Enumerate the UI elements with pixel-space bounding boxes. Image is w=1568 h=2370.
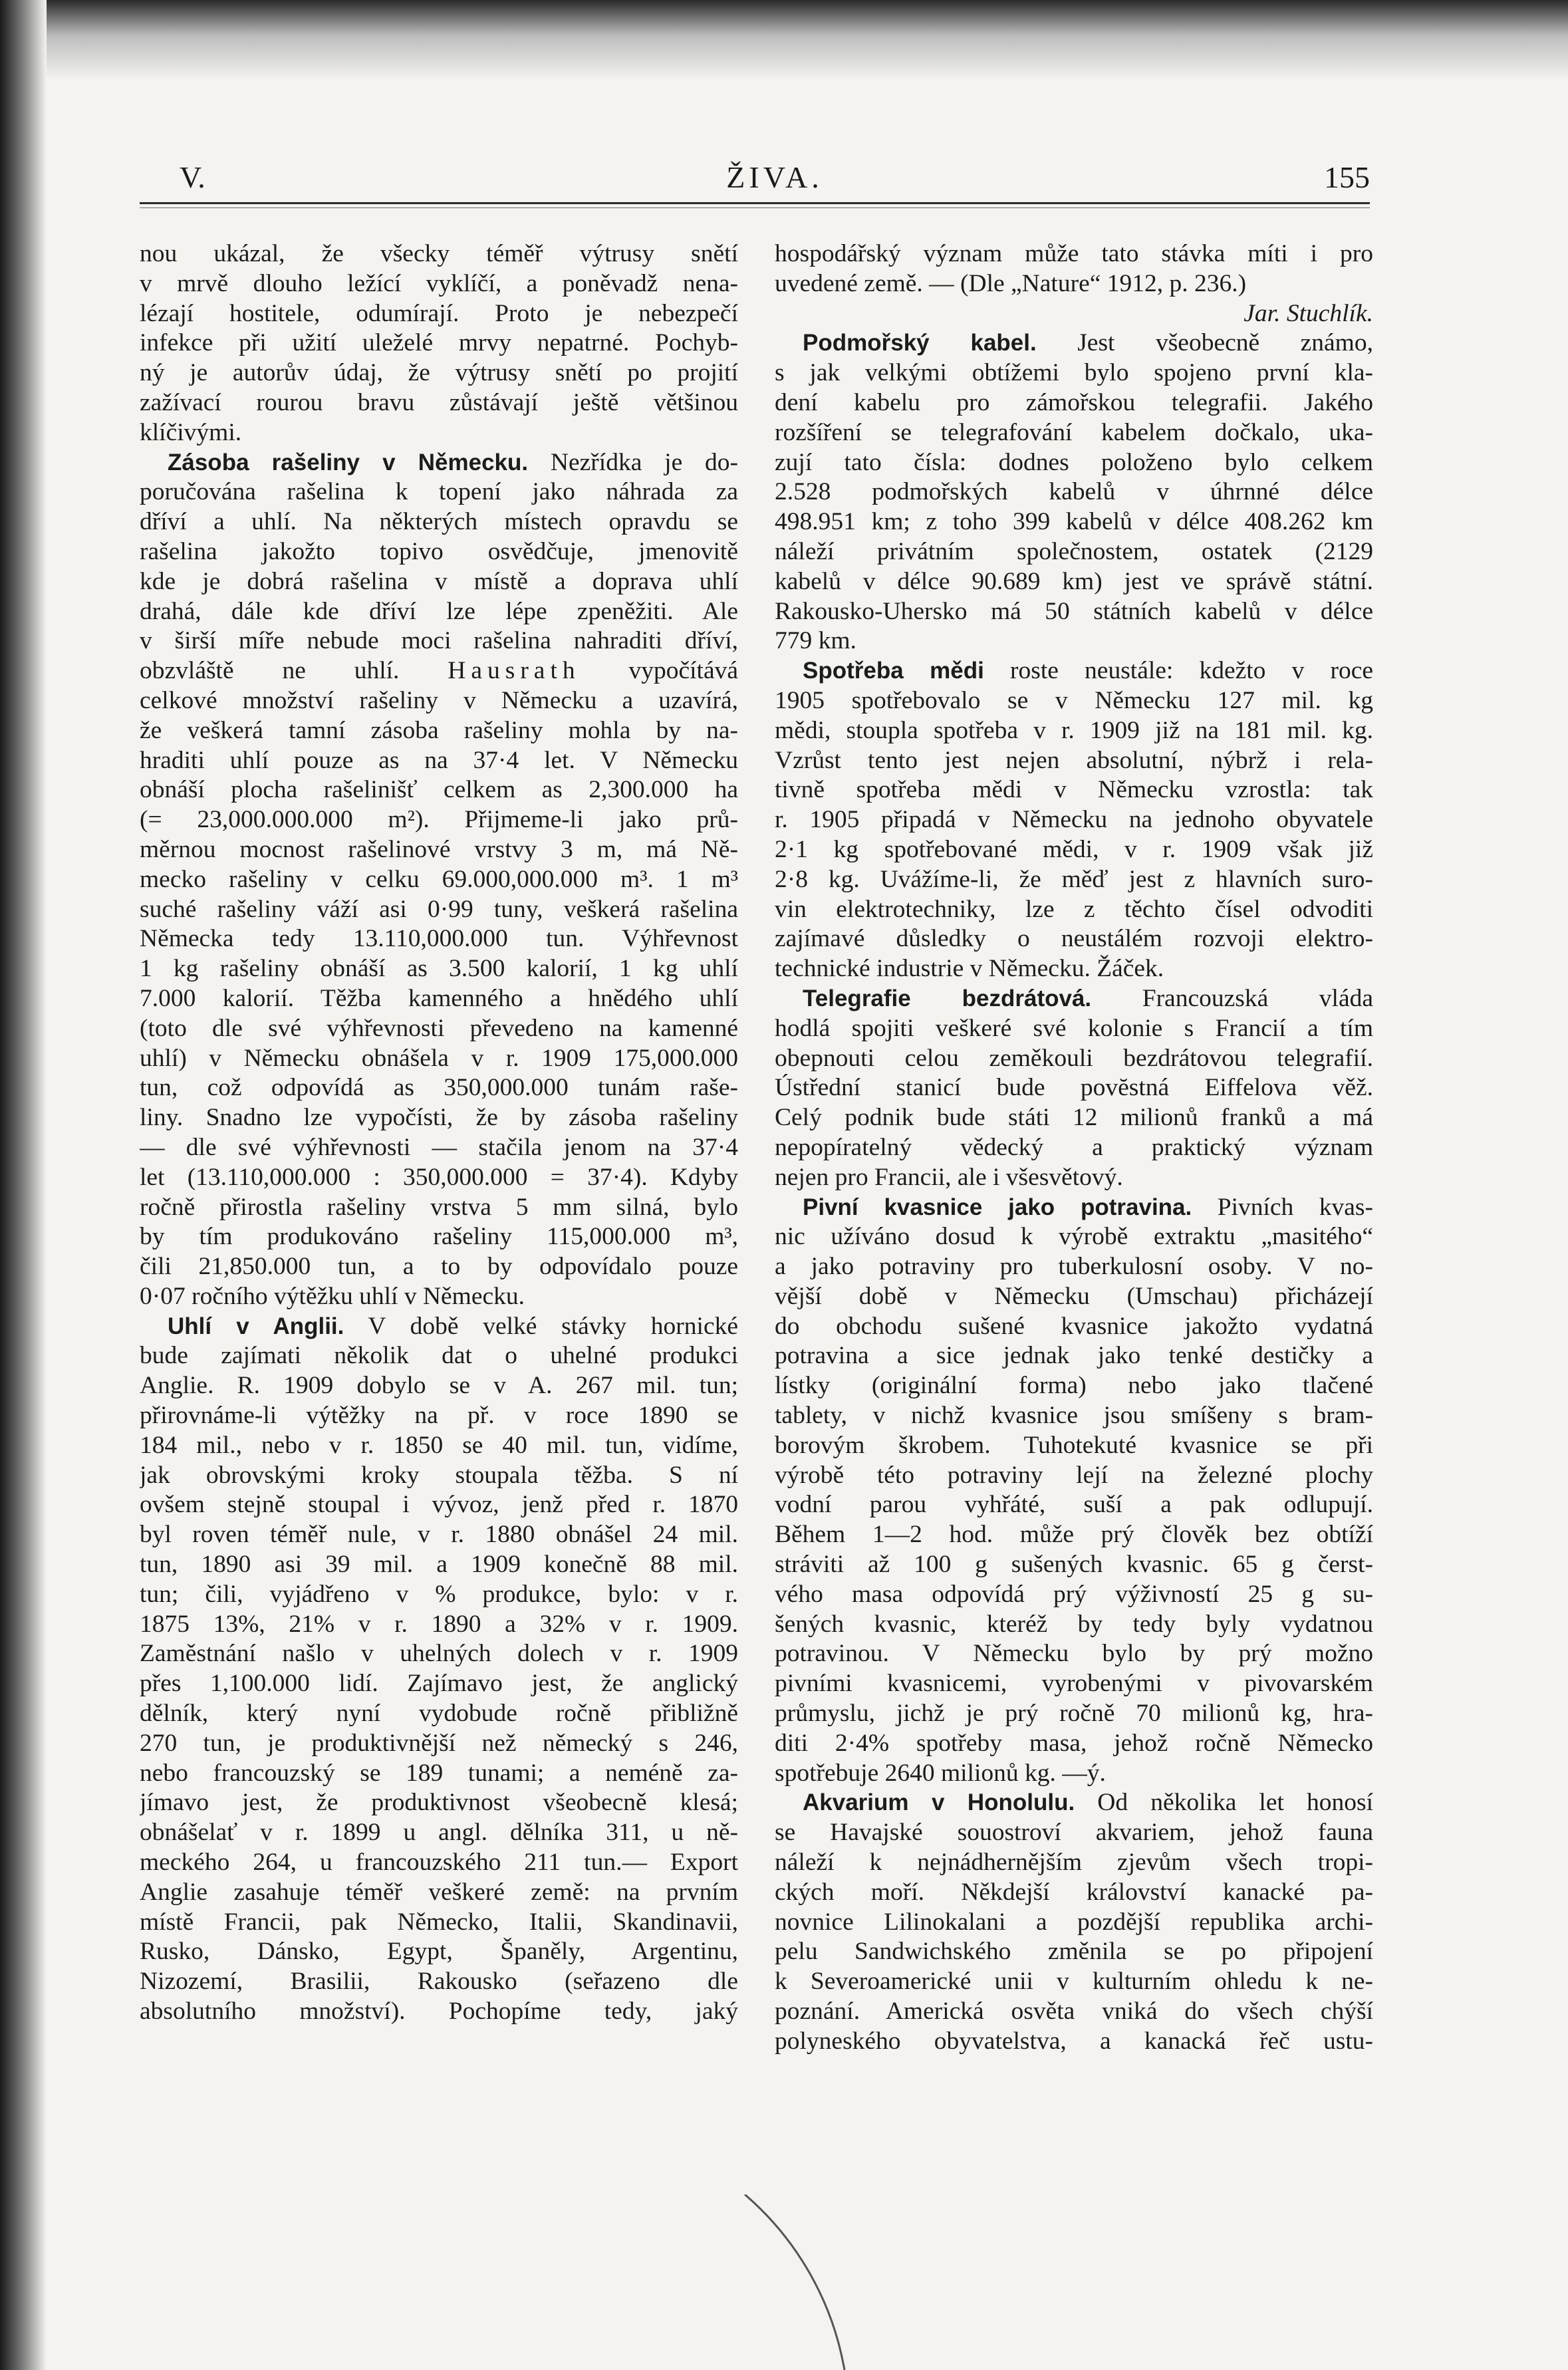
text-line [775, 299, 1373, 329]
text-line [775, 1222, 1373, 1252]
text-run: Pivních kvas- [1192, 1193, 1373, 1221]
text-line [140, 775, 738, 805]
text-line [140, 1341, 738, 1371]
text-run: poznání. Americká osvěta vniká do všech chýší [775, 1998, 1373, 2026]
text-run: Anglie. R. 1909 dobylo se v A. 267 mil. tun; [140, 1372, 738, 1400]
paper-fold-mark [731, 2194, 878, 2370]
text-line [140, 597, 738, 627]
text-run: lézají hostitele, odumírají. Proto je nebezpečí [140, 299, 738, 327]
text-run: vější době v Německu (Umschau) přicházejí [775, 1282, 1373, 1310]
text-line [775, 895, 1373, 925]
text-line [775, 1818, 1373, 1848]
journal-title: ŽIVA. [726, 160, 823, 194]
text-line [775, 1967, 1373, 1997]
text-run: dříví a uhlí. Na některých místech opravdu se [140, 508, 738, 536]
section-heading-line [775, 329, 1373, 358]
text-line [775, 1759, 1373, 1789]
text-run: absolutního množství). Pochopíme tedy, jaký [140, 1998, 738, 2026]
section-heading: Pivní kvasnice jako potravina. [803, 1194, 1192, 1220]
text-run: technické industrie v Německu. Žáček. [775, 955, 1164, 983]
text-run: zažívací rourou bravu zůstávají ještě většinou [140, 388, 738, 416]
text-run: náleží k nejnádhernějším zjevům všech tropi- [775, 1849, 1373, 1877]
text-line [140, 1908, 738, 1938]
text-line [775, 626, 1373, 656]
text-line [775, 865, 1373, 895]
text-line [140, 924, 738, 954]
text-line [775, 1610, 1373, 1640]
text-line [775, 1312, 1373, 1342]
text-run: stráviti až 100 g sušených kvasnic. 65 g čerst- [775, 1551, 1373, 1579]
text-line [140, 388, 738, 418]
text-run: infekce při užití uleželé mrvy nepatrné. Pochyb- [140, 329, 738, 357]
text-run: šených kvasnic, kteréž by tedy byly vydatnou [775, 1610, 1373, 1638]
text-line [140, 865, 738, 895]
text-run: mecko rašeliny v celku 69.000,000.000 m³. 1 m³ [140, 865, 738, 893]
text-line [775, 1133, 1373, 1163]
text-line [775, 1401, 1373, 1431]
text-line [140, 1788, 738, 1818]
header-rule [140, 202, 1370, 204]
text-line [140, 1014, 738, 1044]
text-run: rašelina jakožto topivo osvědčuje, jmenovitě [140, 537, 738, 565]
text-run: Celý podnik bude státi 12 milionů franků a má [775, 1104, 1373, 1132]
text-run: jak obrovskými kroky stoupala těžba. S ní [140, 1461, 738, 1489]
text-line [775, 1639, 1373, 1669]
text-run: hodlá spojiti veškeré své kolonie s Francií a tím [775, 1014, 1373, 1042]
text-line [775, 1520, 1373, 1550]
text-run: Zaměstnání našlo v uhelných dolech v r. 1909 [140, 1640, 738, 1668]
section-heading-line [140, 448, 738, 478]
text-run: hospodářský význam může tato stávka míti i pro [775, 240, 1373, 267]
text-run: přirovnáme-li výtěžky na př. v roce 1890 se [140, 1402, 738, 1430]
text-run: vodní parou vyhřáté, suší a pak odlupují. [775, 1491, 1373, 1519]
text-line [140, 239, 738, 269]
text-run: Jest všeobecně známo, [1036, 329, 1373, 357]
text-line [775, 1490, 1373, 1520]
text-line [775, 388, 1373, 418]
text-run: r. 1905 připadá v Německu na jednoho obyvatele [775, 806, 1373, 834]
text-line [775, 1580, 1373, 1610]
text-run: V době velké stávky hornické [344, 1312, 738, 1340]
text-line [775, 1729, 1373, 1759]
text-line [775, 1103, 1373, 1133]
text-line [775, 1282, 1373, 1312]
text-run: Německa tedy 13.110,000.000 tun. Výhřevnost [140, 925, 738, 953]
text-run: nejen pro Francii, ale i všesvětový. [775, 1163, 1123, 1191]
text-line [775, 1550, 1373, 1580]
text-line [140, 1759, 738, 1789]
text-run: v širší míře nebude moci rašelina nahraditi dříví, [140, 627, 738, 655]
text-line [140, 299, 738, 329]
text-run: 498.951 km; z toho 399 kabelů v délce 408.262 km [775, 508, 1373, 536]
text-run: obzvláště ne uhlí. [140, 657, 448, 685]
text-run: obnáší plocha rašelinišť celkem as 2,300.000 ha [140, 776, 738, 804]
text-line [775, 1252, 1373, 1282]
text-line [775, 1878, 1373, 1908]
text-run: čili 21,850.000 tun, a to by odpovídalo pouze [140, 1253, 738, 1281]
text-run: 7.000 kalorií. Těžba kamenného a hnědého uhlí [140, 984, 738, 1012]
text-run: 1 kg rašeliny obnáší as 3.500 kalorií, 1 kg uhlí [140, 955, 738, 983]
text-line [775, 1937, 1373, 1967]
text-line [775, 269, 1373, 299]
text-line [140, 1103, 738, 1133]
scan-binding-shadow [0, 0, 47, 2370]
section-heading: Akvarium v Honolulu. [803, 1789, 1075, 1816]
text-line [775, 448, 1373, 478]
text-line [140, 1967, 738, 1997]
text-run: výrobě této potraviny lejí na železné plochy [775, 1461, 1373, 1489]
text-run: (= 23,000.000.000 m²). Přijmeme-li jako prů- [140, 806, 738, 834]
text-run: tun, 1890 asi 39 mil. a 1909 konečně 88 mil. [140, 1551, 738, 1579]
right-column [775, 239, 1373, 2327]
text-line [140, 1818, 738, 1848]
text-line [775, 775, 1373, 805]
text-run: Nizozemí, Brasilii, Rakousko (seřazeno dle [140, 1968, 738, 1996]
text-run: Nezřídka je do- [528, 448, 738, 476]
text-run: se Havajské souostroví akvariem, jehož fauna [775, 1819, 1373, 1847]
text-line [775, 1699, 1373, 1729]
text-line [140, 1133, 738, 1163]
text-run: borovým škrobem. Tuhotekuté kvasnice se při [775, 1431, 1373, 1459]
text-run: kde je dobrá rašelina v místě a doprava uhlí [140, 567, 738, 595]
text-line [775, 1163, 1373, 1193]
text-run: celkové množství rašeliny v Německu a uzavírá, [140, 686, 738, 714]
text-run: poručována rašelina k topení jako náhrada za [140, 478, 738, 506]
text-run: Jar. Stuchlík. [1243, 299, 1373, 327]
text-line [775, 1431, 1373, 1461]
text-run: zují tato čísla: dodnes položeno bylo celkem [775, 448, 1373, 476]
text-run: 1875 13%, 21% v r. 1890 a 32% v r. 1909. [140, 1610, 738, 1638]
text-line [140, 1222, 738, 1252]
text-run: ckých moří. Někdejší království kanacké pa- [775, 1878, 1373, 1906]
text-line [775, 418, 1373, 448]
text-line [140, 626, 738, 656]
text-line [140, 1282, 738, 1312]
text-line [775, 1014, 1373, 1044]
text-run: v mrvě dlouho ležící vyklíčí, a poněvadž nena- [140, 269, 738, 297]
text-run: vého masa odpovídá prý výživností 25 g su- [775, 1580, 1373, 1608]
text-line [140, 805, 738, 835]
text-line [775, 686, 1373, 716]
text-run: ročně přirostla rašeliny vrstva 5 mm silná, bylo [140, 1193, 738, 1221]
text-line [140, 1639, 738, 1669]
text-line [140, 1937, 738, 1967]
section-heading: Uhlí v Anglii. [168, 1313, 344, 1339]
text-run: přes 1,100.000 lidí. Zajímavo jest, že anglický [140, 1670, 738, 1698]
text-run: suché rašeliny váží asi 0·99 tuny, veškerá rašelina [140, 895, 738, 923]
text-run: hraditi uhlí pouze as na 37·4 let. V Německu [140, 746, 738, 774]
text-line [140, 716, 738, 746]
text-run: tun, což odpovídá as 350,000.000 tunám raše- [140, 1074, 738, 1102]
text-run: vypočítává [580, 657, 738, 685]
section-heading-line [775, 1788, 1373, 1818]
section-heading-line [775, 984, 1373, 1014]
text-run: náleží privátním společnostem, ostatek (2129 [775, 537, 1373, 565]
text-line [140, 1848, 738, 1878]
text-run: 270 tun, je produktivnější než německý s 246, [140, 1729, 738, 1757]
text-line [140, 507, 738, 537]
text-run: potravinou. V Německu bylo by prý možno [775, 1640, 1373, 1668]
text-run: novnice Lilinokalani a pozdější republika archi- [775, 1908, 1373, 1936]
header-rule-thin [140, 207, 1370, 208]
text-run: Rusko, Dánsko, Egypt, Španěly, Argentinu, [140, 1938, 738, 1966]
text-run: k Severoamerické unii v kulturním ohledu k ne- [775, 1968, 1373, 1996]
text-run: pelu Sandwichského změnila se po připojení [775, 1938, 1373, 1966]
text-line [140, 656, 738, 686]
text-line [775, 746, 1373, 776]
text-run: mědi, stoupla spotřeba v r. 1909 již na 181 mil. kg. [775, 716, 1373, 744]
text-run: tivně spotřeba mědi v Německu vzrostla: tak [775, 776, 1373, 804]
text-line [140, 1490, 738, 1520]
scan-top-shadow [0, 0, 1568, 80]
text-run: nou ukázal, že všecky téměř výtrusy snětí [140, 240, 738, 267]
text-run: uhlí) v Německu obnášela v r. 1909 175,000.000 [140, 1044, 738, 1072]
text-run: Francouzská vláda [1091, 984, 1373, 1012]
text-run: polyneského obyvatelstva, a kanacká řeč ustu- [775, 2027, 1373, 2055]
text-line [775, 358, 1373, 388]
text-line [140, 1878, 738, 1908]
text-line [140, 686, 738, 716]
text-line [140, 895, 738, 925]
page-number: 155 [1324, 160, 1370, 194]
text-run: roste neustále: kdežto v roce [983, 657, 1373, 685]
text-line [140, 1431, 738, 1461]
text-run: uvedené země. — (Dle „Nature“ 1912, p. 236.) [775, 269, 1247, 297]
text-run: tablety, v nichž kvasnice jsou smíšeny s bram- [775, 1402, 1373, 1430]
text-run: nepopíratelný vědecký a praktický význam [775, 1133, 1373, 1161]
text-run: spotřebuje 2640 milionů kg. —ý. [775, 1759, 1106, 1787]
text-run: 2.528 podmořských kabelů v úhrnné délce [775, 478, 1373, 506]
text-line [140, 1520, 738, 1550]
text-line [140, 567, 738, 597]
text-run: 1905 spotřebovalo se v Německu 127 mil. kg [775, 686, 1373, 714]
text-line [140, 269, 738, 299]
text-run: drahá, dále kde dříví lze lépe zpeněžiti. Ale [140, 597, 738, 625]
text-line [140, 358, 738, 388]
text-run: 2·1 kg spotřebované mědi, v r. 1909 však již [775, 835, 1373, 863]
text-run: liny. Snadno lze vypočísti, že by zásoba rašeliny [140, 1104, 738, 1132]
text-run: do obchodu sušené kvasnice jakožto vydatná [775, 1312, 1373, 1340]
text-run: Ústřední stanicí bude povĕstná Eiffelova věž. [775, 1074, 1373, 1102]
text-line [775, 835, 1373, 865]
running-head [180, 160, 1370, 206]
section-heading: Telegrafie bezdrátová. [803, 985, 1092, 1011]
text-line [775, 954, 1373, 984]
left-column [140, 239, 738, 2327]
section-heading: Podmořský kabel. [803, 330, 1037, 356]
text-line [140, 1371, 738, 1401]
text-run: obepnouti celou zeměkouli bezdrátovou telegrafií. [775, 1044, 1373, 1072]
spaced-author-name: Hausrath [448, 657, 581, 685]
text-line [140, 1729, 738, 1759]
text-line [775, 567, 1373, 597]
text-line [140, 954, 738, 984]
text-line [140, 746, 738, 776]
text-line [775, 1848, 1373, 1878]
text-line [775, 1997, 1373, 2027]
text-line [775, 477, 1373, 507]
text-line [140, 984, 738, 1014]
text-run: lístky (originální forma) nebo jako tlačené [775, 1372, 1373, 1400]
text-line [140, 1461, 738, 1491]
text-line [140, 1610, 738, 1640]
text-line [775, 239, 1373, 269]
text-line [140, 835, 738, 865]
text-run: dení kabelu pro zámořskou telegrafii. Jakého [775, 388, 1373, 416]
text-line [140, 1044, 738, 1074]
text-run: rozšíření se telegrafování kabelem dočkalo, uka- [775, 418, 1373, 446]
text-run: nebo francouzský se 189 tunami; a neméně za- [140, 1759, 738, 1787]
text-line [775, 805, 1373, 835]
text-line [140, 1669, 738, 1699]
text-run: Během 1—2 hod. může prý člověk bez obtíží [775, 1521, 1373, 1549]
text-run: bude zajímati několik dat o uhelné produkci [140, 1342, 738, 1370]
text-line [775, 597, 1373, 627]
text-line [775, 1044, 1373, 1074]
text-line [775, 924, 1373, 954]
text-line [140, 1550, 738, 1580]
text-run: byl roven téměř nule, v r. 1880 obnášel 24 mil. [140, 1521, 738, 1549]
text-run: Od několika let honosí [1075, 1789, 1373, 1817]
text-line [140, 1193, 738, 1223]
text-line [775, 1073, 1373, 1103]
text-run: let (13.110,000.000 : 350,000.000 = 37·4). Kdyby [140, 1163, 738, 1191]
text-line [140, 329, 738, 358]
text-line [140, 477, 738, 507]
text-line [775, 1669, 1373, 1699]
section-heading: Spotřeba mědi [803, 658, 984, 684]
text-run: měrnou mocnost rašelinové vrstvy 3 m, má Ně- [140, 835, 738, 863]
text-run: 0·07 ročního výtěžku uhlí v Německu. [140, 1282, 525, 1310]
text-run: meckého 264, u francouzského 211 tun.— Export [140, 1849, 738, 1877]
section-heading: Zásoba rašeliny v Německu. [168, 449, 529, 475]
text-line [140, 1997, 738, 2027]
text-run: diti 2·4% spotřeby masa, jehož ročně Německo [775, 1729, 1373, 1757]
text-run: kabelů v délce 90.689 km) jest ve správě státní. [775, 567, 1373, 595]
text-line [140, 1163, 738, 1193]
text-run: ný je autorův údaj, že výtrusy snětí po projití [140, 359, 738, 387]
text-line [140, 537, 738, 567]
text-run: nic užíváno dosud k výrobě extraktu „masitého“ [775, 1223, 1373, 1251]
text-run: potravina a sice jednak jako tenké destičky a [775, 1342, 1373, 1370]
text-run: s jak velkými obtížemi bylo spojeno první kla- [775, 359, 1373, 387]
text-run: ovšem stejně stoupal i vývoz, jenž před r. 1870 [140, 1491, 738, 1519]
text-run: Rakousko-Uhersko má 50 státních kabelů v délce [775, 597, 1373, 625]
text-line [140, 1252, 738, 1282]
text-line [775, 1371, 1373, 1401]
text-run: obnášelať v r. 1899 u angl. dělníka 311, u ně- [140, 1819, 738, 1847]
text-run: dělník, který nyní vydobude ročně přibližně [140, 1700, 738, 1728]
text-line [140, 418, 738, 448]
text-run: Anglie zasahuje téměř veškeré země: na prvním [140, 1878, 738, 1906]
text-run: Vzrůst tento jest nejen absolutní, nýbrž i rela- [775, 746, 1373, 774]
text-run: místě Francii, pak Německo, Italii, Skandinavii, [140, 1908, 738, 1936]
text-line [140, 1073, 738, 1103]
text-run: (toto dle své výhřevnosti převedeno na kamenné [140, 1014, 738, 1042]
text-run: by tím produkováno rašeliny 115,000.000 m³, [140, 1223, 738, 1251]
text-line [775, 2027, 1373, 2057]
text-line [775, 1908, 1373, 1938]
volume-number: V. [180, 160, 205, 194]
text-line [775, 537, 1373, 567]
section-heading-line [140, 1312, 738, 1342]
text-run: vin elektrotechniky, lze z těchto čísel odvoditi [775, 895, 1373, 923]
section-heading-line [775, 1193, 1373, 1223]
text-run: 2·8 kg. Uvážíme-li, že měď jest z hlavních suro- [775, 865, 1373, 893]
text-run: 184 mil., nebo v r. 1850 se 40 mil. tun, vidíme, [140, 1431, 738, 1459]
text-line [775, 1461, 1373, 1491]
section-heading-line [775, 656, 1373, 686]
text-line [140, 1699, 738, 1729]
text-run: že veškerá tamní zásoba rašeliny mohla by na- [140, 716, 738, 744]
text-line [775, 716, 1373, 746]
text-line [775, 1341, 1373, 1371]
text-run: jímavo jest, že produktivnost všeobecně klesá; [140, 1789, 738, 1817]
text-line [775, 507, 1373, 537]
text-run: průmyslu, jichž je prý ročně 70 milionů kg, hra- [775, 1700, 1373, 1728]
text-run: zajímavé důsledky o neustálém rozvoji elektro- [775, 925, 1373, 953]
text-line [140, 1401, 738, 1431]
text-run: pivními kvasnicemi, vyrobenými v pivovarském [775, 1670, 1373, 1698]
text-run: a jako potraviny pro tuberkulosní osoby. V no- [775, 1253, 1373, 1281]
text-run: — dle své výhřevnosti — stačila jenom na 37·4 [140, 1133, 738, 1161]
text-line [140, 1580, 738, 1610]
text-run: tun; čili, vyjádřeno v % produkce, bylo: v r. [140, 1580, 738, 1608]
text-run: 779 km. [775, 627, 856, 655]
text-run: klíčivými. [140, 418, 242, 446]
